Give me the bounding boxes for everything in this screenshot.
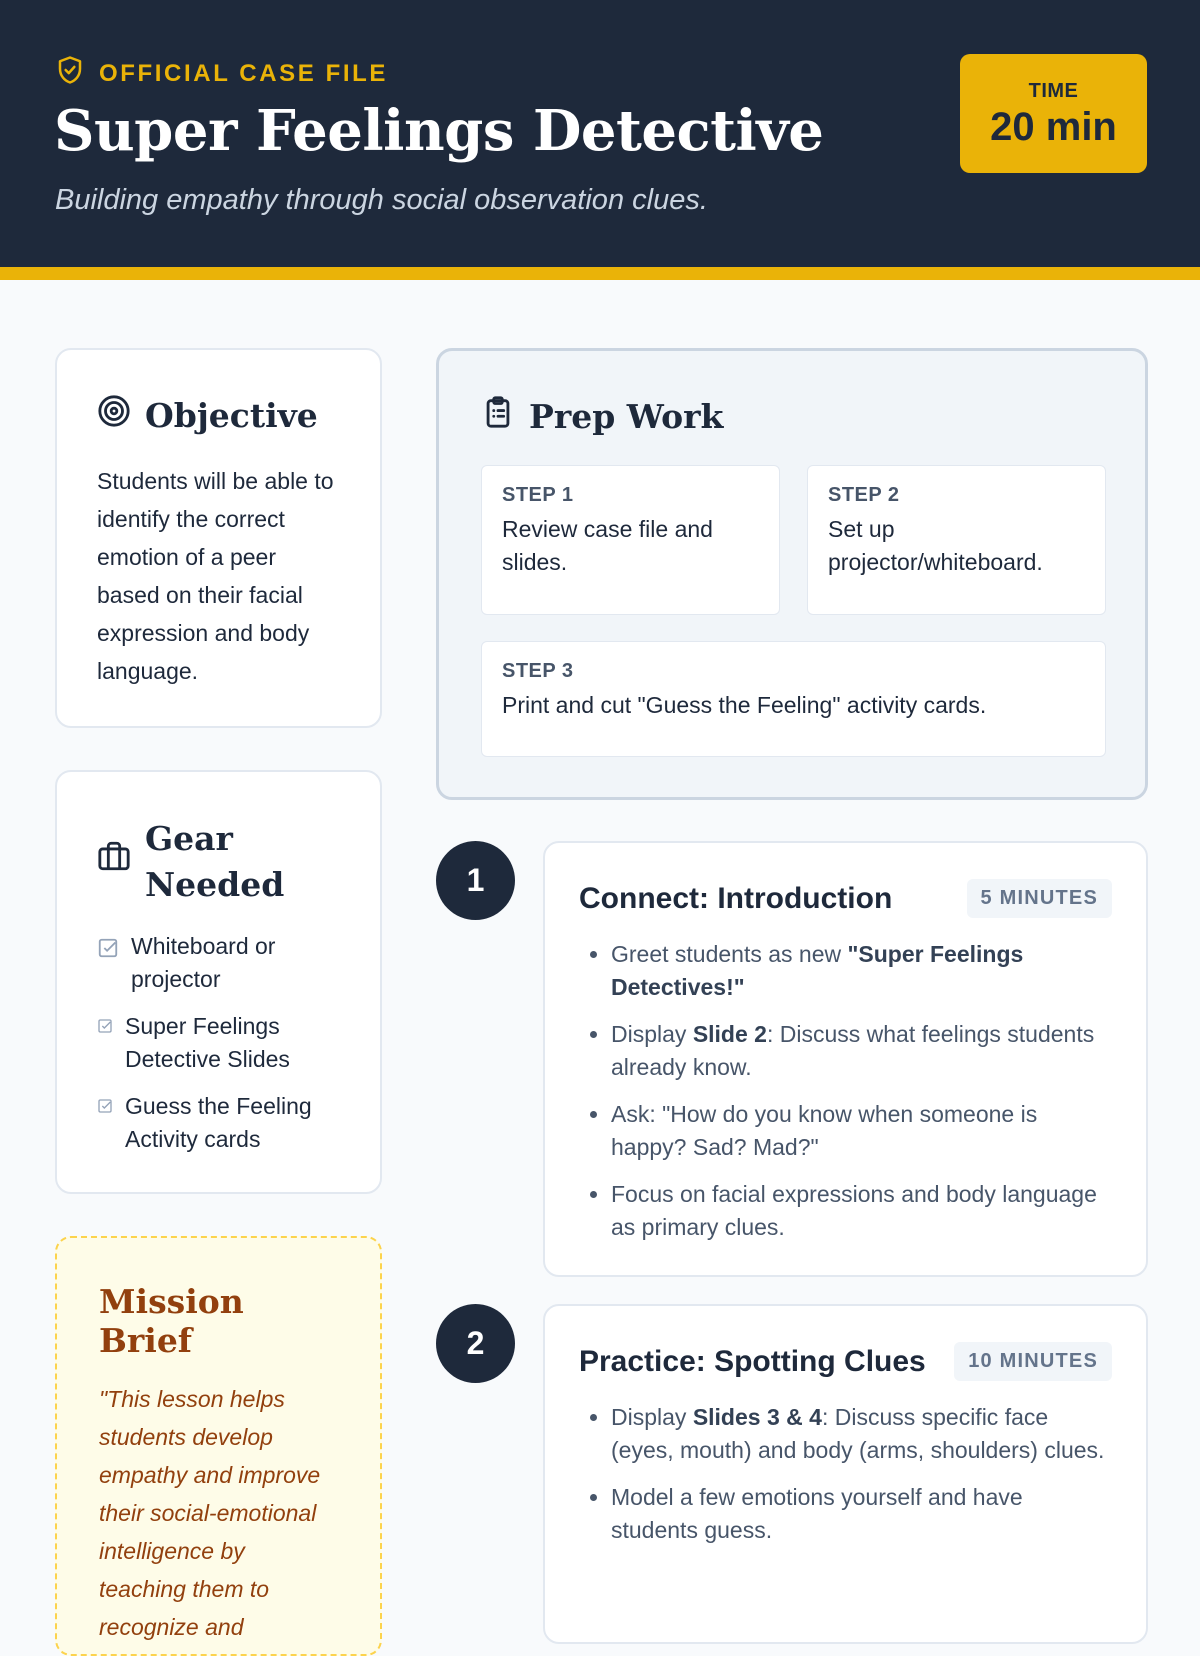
- mission-brief-title: Mission Brief: [99, 1282, 244, 1360]
- time-value: 20 min: [990, 105, 1117, 149]
- bullet-text: Greet students as new: [611, 941, 848, 967]
- activity-bullet: [611, 1098, 1112, 1164]
- gear-item-label: Super Feelings Detective Slides: [125, 1013, 290, 1072]
- bullet-text: Display: [611, 1404, 693, 1430]
- step-text: Set up projector/whiteboard.: [828, 516, 1043, 575]
- duration-badge: 10 MINUTES: [954, 1342, 1112, 1381]
- gear-item: [97, 1010, 340, 1076]
- activity-bullets: [579, 1401, 1112, 1547]
- activity-bullet: [611, 938, 1112, 1004]
- activity-title: Connect: Introduction: [579, 881, 893, 915]
- bullet-text: Focus on facial expressions and body language as primary clues.: [611, 1181, 1097, 1240]
- page-subtitle: Building empathy through social observation clues.: [55, 184, 708, 216]
- step-label: STEP 2: [828, 484, 900, 506]
- clipboard-icon: [481, 395, 515, 437]
- gear-title-line2: Needed: [145, 865, 285, 904]
- step-text: Review case file and slides.: [502, 516, 713, 575]
- gear-item-label: Guess the Feeling Activity cards: [125, 1093, 312, 1152]
- gear-item: [97, 930, 340, 996]
- activity-number: 1: [436, 841, 515, 920]
- objective-heading: [97, 394, 340, 436]
- activity-title: Practice: Spotting Clues: [579, 1344, 926, 1378]
- step-label: STEP 3: [502, 660, 574, 682]
- briefcase-icon: [97, 839, 131, 885]
- activity-bullet: [611, 1178, 1112, 1244]
- prep-step: [481, 465, 780, 615]
- activity-header: [579, 879, 1112, 918]
- objective-text: Students will be able to identify the correct emotion of a peer based on their facial expression and body language.: [97, 468, 334, 684]
- activity-number: 2: [436, 1304, 515, 1383]
- gear-item-label: Whiteboard or projector: [131, 933, 276, 992]
- prep-work-title: Prep Work: [529, 396, 724, 436]
- bullet-text: Ask: "How do you know when someone is happy? Sad? Mad?": [611, 1101, 1038, 1160]
- step-text: Print and cut "Guess the Feeling" activity cards.: [502, 692, 987, 718]
- gear-item: [97, 1090, 340, 1156]
- prep-steps: [481, 465, 1103, 765]
- shield-check-icon: [55, 55, 85, 92]
- bullet-text: : Discuss what feelings students already know.: [611, 1021, 1095, 1080]
- checkbox-icon: [97, 1090, 113, 1156]
- time-label: TIME: [1028, 80, 1079, 102]
- gear-title-line1: Gear: [145, 819, 233, 858]
- bullet-text: Display: [611, 1021, 693, 1047]
- page-title: Super Feelings Detective: [54, 98, 824, 164]
- header: [0, 0, 1200, 280]
- gear-title: [145, 816, 284, 908]
- activity-bullet: [611, 1401, 1112, 1467]
- checkbox-icon: [97, 930, 119, 996]
- activity-bullet: [611, 1481, 1112, 1547]
- prep-work-heading: [481, 395, 1103, 437]
- activity-card: [543, 841, 1148, 1277]
- eyebrow-text: OFFICIAL CASE FILE: [99, 59, 389, 87]
- objective-card: [55, 348, 382, 728]
- bullet-bold: Slides 3 & 4: [692, 1404, 822, 1430]
- prep-step: [481, 641, 1106, 757]
- checkbox-icon: [97, 1010, 113, 1076]
- activity-bullets: [579, 938, 1112, 1244]
- mission-brief-card: [55, 1236, 382, 1656]
- duration-badge: 5 MINUTES: [967, 879, 1112, 918]
- time-badge: [960, 54, 1147, 173]
- mission-brief-text: "This lesson helps students develop empathy and improve their social-emotional intelligence by teaching them to recognize and: [99, 1386, 321, 1640]
- gear-list: [97, 930, 340, 1156]
- prep-step: [807, 465, 1106, 615]
- bullet-text: : Discuss specific face (eyes, mouth) and body (arms, shoulders) clues.: [611, 1404, 1105, 1463]
- activity-bullet: [611, 1018, 1112, 1084]
- gear-card: [55, 770, 382, 1194]
- activity-header: [579, 1342, 1112, 1381]
- gear-heading: [97, 816, 340, 908]
- objective-title: Objective: [145, 395, 318, 435]
- step-label: STEP 1: [502, 484, 574, 506]
- bullet-text: Model a few emotions yourself and have students guess.: [611, 1484, 1023, 1543]
- target-icon: [97, 394, 131, 436]
- bullet-bold: Slide 2: [692, 1021, 767, 1047]
- activity-card: [543, 1304, 1148, 1644]
- bullet-bold: "Super Feelings Detectives!": [611, 941, 1024, 1000]
- case-file-label: [55, 55, 388, 92]
- prep-work-card: [436, 348, 1148, 800]
